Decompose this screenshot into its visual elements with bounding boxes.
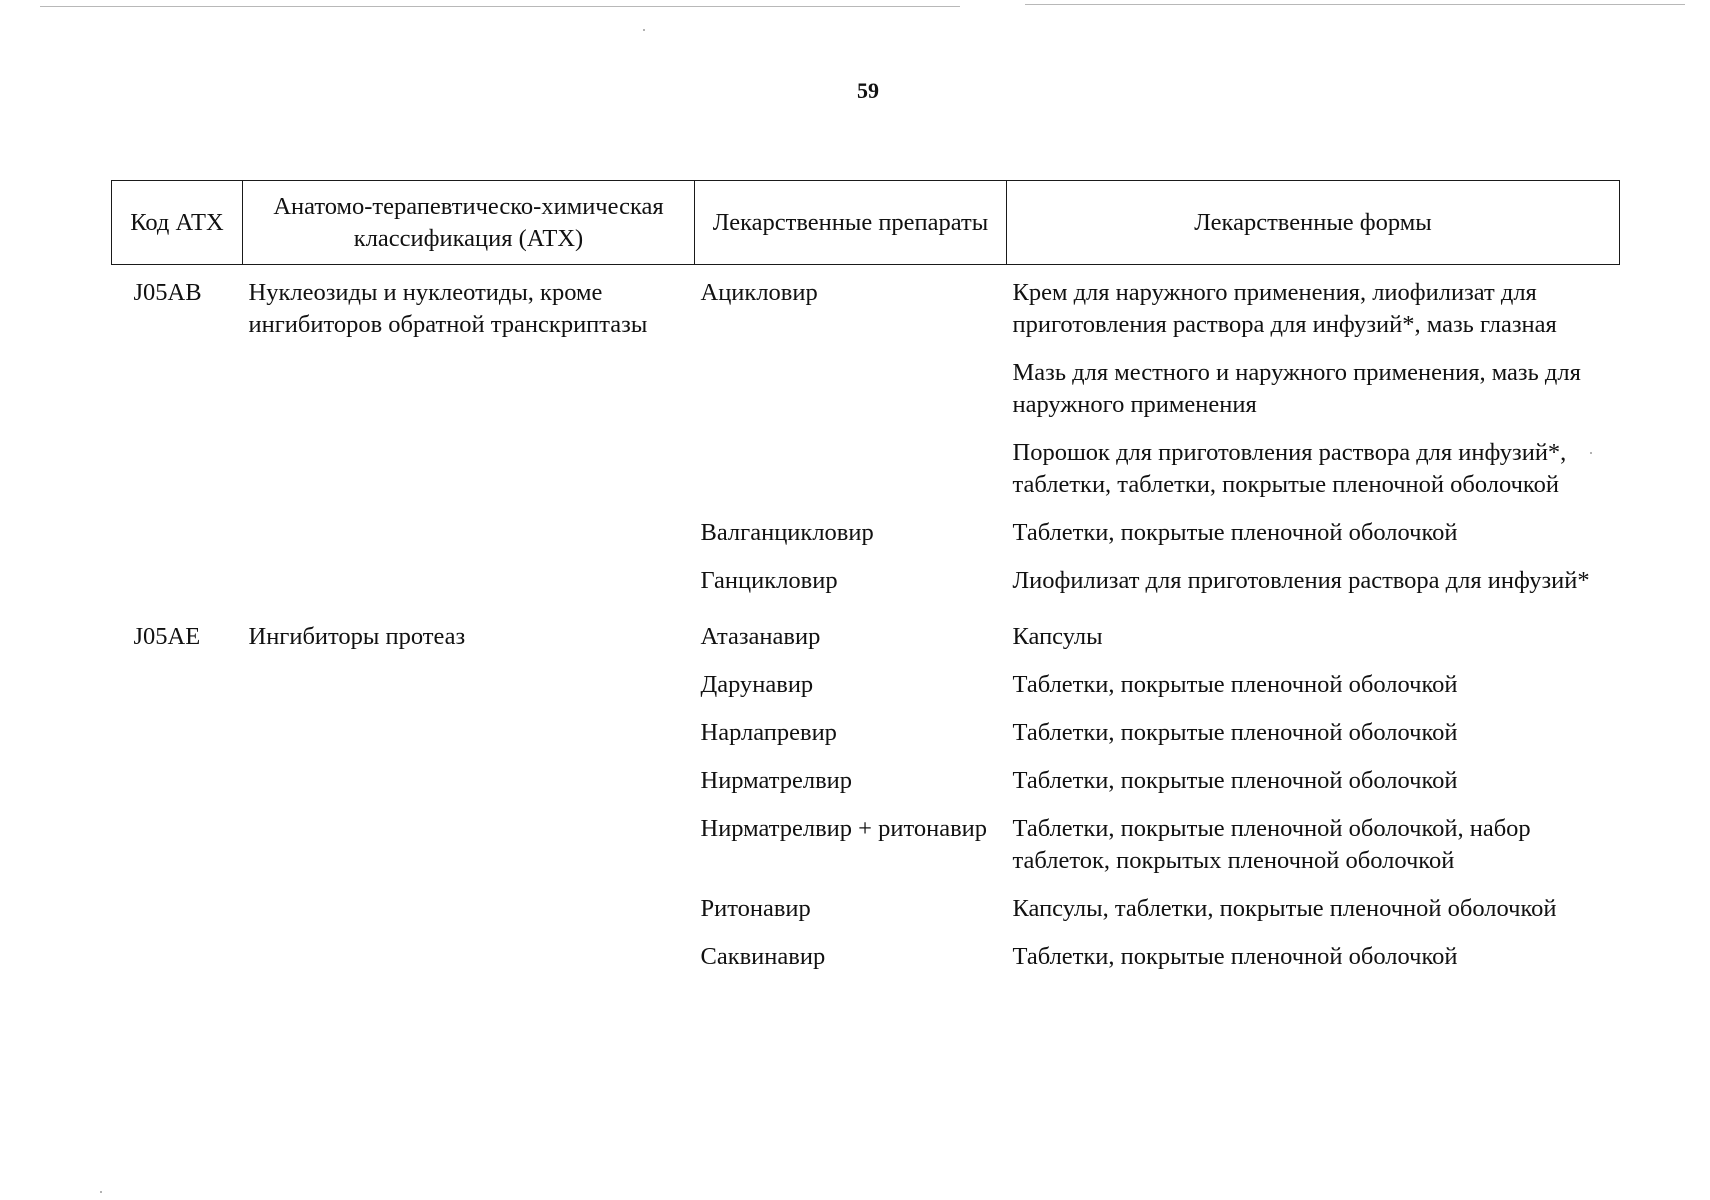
atc-classification [243, 813, 695, 893]
drug-name: Ацикловир [700, 279, 818, 306]
atc-classification [243, 893, 695, 941]
drug-name: Нирматрелвир [700, 767, 853, 794]
drug-name [695, 437, 1007, 517]
dosage-forms: Мазь для местного и наружного применения, мазь для наружного применения [1012, 359, 1581, 418]
table-row [112, 437, 1620, 517]
scan-speck [643, 29, 645, 31]
dosage-forms: Капсулы [1012, 623, 1103, 650]
atc-code: J05AB [133, 279, 202, 306]
medication-table [111, 180, 1620, 989]
atc-classification: Ингибиторы протеаз [248, 623, 466, 650]
header-drugs: Лекарственные препараты [695, 181, 1007, 265]
table-row [112, 613, 1620, 669]
table-row [112, 765, 1620, 813]
dosage-forms: Таблетки, покрытые пленочной оболочкой, набор таблеток, покрытых пленочной оболочкой [1012, 815, 1531, 874]
drug-name: Дарунавир [700, 671, 814, 698]
atc-code [112, 517, 243, 565]
atc-code: J05AE [133, 623, 201, 650]
header-forms: Лекарственные формы [1007, 181, 1620, 265]
atc-classification [243, 941, 695, 989]
atc-code [112, 437, 243, 517]
dosage-forms: Таблетки, покрытые пленочной оболочкой [1012, 719, 1458, 746]
scan-edge-line-right [1025, 4, 1685, 5]
drug-name: Ритонавир [700, 895, 811, 922]
drug-name [695, 357, 1007, 437]
atc-classification [243, 669, 695, 717]
dosage-forms: Капсулы, таблетки, покрытые пленочной оболочкой [1012, 895, 1557, 922]
dosage-forms: Таблетки, покрытые пленочной оболочкой [1012, 943, 1458, 970]
table-row [112, 565, 1620, 613]
drug-name: Саквинавир [700, 943, 826, 970]
dosage-forms: Лиофилизат для приготовления раствора для инфузий* [1012, 567, 1590, 594]
drug-name: Нирматрелвир + ритонавир [700, 815, 988, 842]
table-row [112, 813, 1620, 893]
page-number: 59 [857, 78, 879, 103]
scan-speck [100, 1191, 102, 1193]
drug-name: Ганцикловир [700, 567, 838, 594]
dosage-forms: Порошок для приготовления раствора для инфузий*, таблетки, таблетки, покрытые пленочной оболочкой [1012, 439, 1567, 498]
atc-code [112, 717, 243, 765]
atc-classification [243, 437, 695, 517]
drug-name: Нарлапревир [700, 719, 837, 746]
atc-code [112, 357, 243, 437]
atc-code [112, 813, 243, 893]
drug-name: Валганцикловир [700, 519, 874, 546]
atc-classification: Нуклеозиды и нуклеотиды, кроме ингибиторов обратной транскриптазы [248, 279, 648, 338]
scan-edge-line-left [40, 6, 960, 7]
header-code: Код АТХ [112, 181, 243, 265]
atc-code [112, 565, 243, 613]
dosage-forms: Крем для наружного применения, лиофилизат для приготовления раствора для инфузий*, мазь глазная [1012, 279, 1557, 338]
atc-code [112, 765, 243, 813]
header-classification: Анатомо-терапевтическо-химическая классификация (АТХ) [243, 181, 695, 265]
atc-classification [243, 765, 695, 813]
atc-code [112, 941, 243, 989]
table-row [112, 669, 1620, 717]
drug-name: Атазанавир [700, 623, 821, 650]
table-row [112, 941, 1620, 989]
atc-classification [243, 565, 695, 613]
table-row [112, 357, 1620, 437]
table-row [112, 893, 1620, 941]
atc-code [112, 669, 243, 717]
table-header-row [112, 181, 1620, 265]
atc-classification [243, 517, 695, 565]
atc-classification [243, 717, 695, 765]
atc-classification [243, 357, 695, 437]
table-row [112, 265, 1620, 358]
table-row [112, 717, 1620, 765]
dosage-forms: Таблетки, покрытые пленочной оболочкой [1012, 767, 1458, 794]
atc-code [112, 893, 243, 941]
dosage-forms: Таблетки, покрытые пленочной оболочкой [1012, 671, 1458, 698]
dosage-forms: Таблетки, покрытые пленочной оболочкой [1012, 519, 1458, 546]
table-row [112, 517, 1620, 565]
